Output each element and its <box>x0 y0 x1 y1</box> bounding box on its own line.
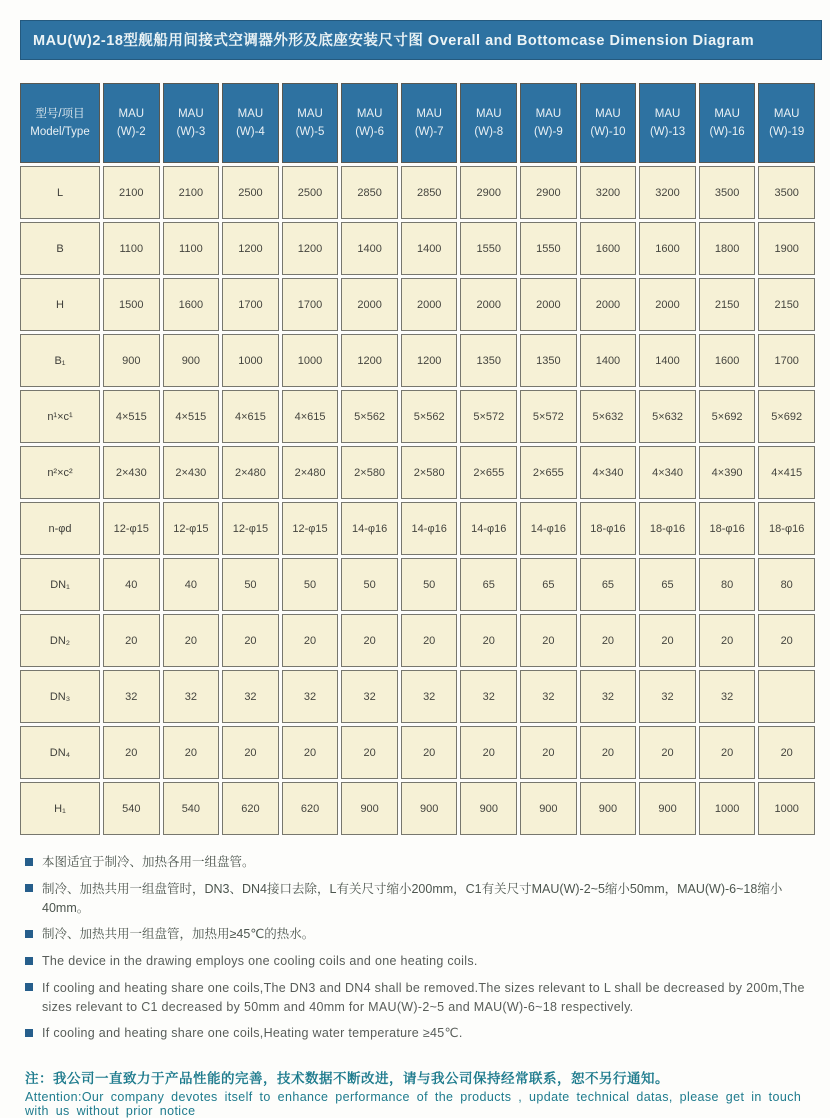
table-cell: 14-φ16 <box>401 502 458 555</box>
table-cell: 20 <box>341 726 398 779</box>
row-label: DN₃ <box>20 670 100 723</box>
spec-table <box>20 83 815 835</box>
column-header-W-6 <box>341 83 398 163</box>
column-header-line1: MAU <box>237 107 264 120</box>
table-cell: 2×480 <box>282 446 339 499</box>
table-cell: 32 <box>580 670 637 723</box>
table-cell: 20 <box>580 614 637 667</box>
table-cell: 2×430 <box>103 446 160 499</box>
table-cell: 1200 <box>282 222 339 275</box>
table-cell: 18-φ16 <box>639 502 696 555</box>
table-cell: 14-φ16 <box>520 502 577 555</box>
table-cell: 2×430 <box>163 446 220 499</box>
table-cell: 2100 <box>163 166 220 219</box>
table-cell: 5×572 <box>520 390 577 443</box>
table-cell: 20 <box>103 614 160 667</box>
column-header-line1: MAU <box>714 107 740 120</box>
table-cell: 12-φ15 <box>222 502 279 555</box>
table-cell: 32 <box>699 670 756 723</box>
table-cell: 20 <box>222 614 279 667</box>
table-cell: 620 <box>282 782 339 835</box>
table-cell: 12-φ15 <box>103 502 160 555</box>
table-cell: 4×390 <box>699 446 756 499</box>
table-cell: 1550 <box>460 222 517 275</box>
table-cell: 5×632 <box>580 390 637 443</box>
table-cell: 2900 <box>460 166 517 219</box>
table-cell: 20 <box>699 726 756 779</box>
row-label: DN₂ <box>20 614 100 667</box>
column-header-line1: MAU <box>416 107 442 120</box>
table-cell: 65 <box>580 558 637 611</box>
table-cell: 20 <box>699 614 756 667</box>
note-text: If cooling and heating share one coils,The DN3 and DN4 shall be removed.The sizes relevant to L shall be decreased by 200m,The sizes relevant to C1 decreased by 50mm and 40mm for MAU(W)-2~5 and MAU(W)-6~18 respectively. <box>42 980 805 1014</box>
table-cell: 1000 <box>282 334 339 387</box>
column-header-line2: (W)-19 <box>769 126 805 138</box>
note-text: 制冷、加热共用一组盘管，加热用≥45℃的热水。 <box>42 927 315 942</box>
column-header-W-9 <box>520 83 577 163</box>
column-header-line2: (W)-8 <box>474 126 504 138</box>
table-cell: 1500 <box>103 278 160 331</box>
bullet-square-icon <box>25 983 33 991</box>
table-cell: 1400 <box>401 222 458 275</box>
table-cell: 32 <box>163 670 220 723</box>
table-cell: 20 <box>163 614 220 667</box>
table-cell: 1100 <box>163 222 220 275</box>
row-label: H <box>20 278 100 331</box>
table-cell: 2000 <box>460 278 517 331</box>
column-header-line1: MAU <box>356 107 383 120</box>
note-text: The device in the drawing employs one cooling coils and one heating coils. <box>42 954 478 968</box>
model-type-header <box>20 83 100 163</box>
column-header-line2: (W)-2 <box>116 126 146 138</box>
table-cell: 2850 <box>341 166 398 219</box>
table-cell: 2×655 <box>460 446 517 499</box>
table-cell: 2000 <box>580 278 637 331</box>
column-header-line1: MAU <box>773 107 800 120</box>
column-header-W-7 <box>401 83 458 163</box>
column-header-W-8 <box>460 83 517 163</box>
table-cell: 2×655 <box>520 446 577 499</box>
table-cell: 1350 <box>460 334 517 387</box>
table-cell: 20 <box>282 726 339 779</box>
table-cell: 2×480 <box>222 446 279 499</box>
table-cell: 18-φ16 <box>580 502 637 555</box>
table-cell: 4×515 <box>103 390 160 443</box>
table-cell: 1700 <box>222 278 279 331</box>
table-cell: 2500 <box>222 166 279 219</box>
note-item <box>25 880 814 918</box>
table-cell: 20 <box>222 726 279 779</box>
column-header-line1: MAU <box>476 107 502 120</box>
bullet-square-icon <box>25 858 33 866</box>
table-cell: 2000 <box>341 278 398 331</box>
table-cell: 1200 <box>222 222 279 275</box>
table-cell: 2×580 <box>341 446 398 499</box>
table-cell: 4×515 <box>163 390 220 443</box>
table-cell: 2×580 <box>401 446 458 499</box>
column-header-line2: (W)-13 <box>649 126 686 138</box>
table-cell: 900 <box>103 334 160 387</box>
table-cell: 4×415 <box>758 446 815 499</box>
table-cell: 5×562 <box>341 390 398 443</box>
column-header-W-2 <box>103 83 160 163</box>
row-label: L <box>20 166 100 219</box>
table-cell: 32 <box>520 670 577 723</box>
table-cell: 1600 <box>580 222 637 275</box>
row-label: B₁ <box>20 334 100 387</box>
table-cell: 4×615 <box>282 390 339 443</box>
table-cell: 80 <box>758 558 815 611</box>
column-header-line1: MAU <box>118 107 145 120</box>
column-header-line2: (W)-9 <box>533 126 563 138</box>
table-cell: 14-φ16 <box>460 502 517 555</box>
table-cell: 2900 <box>520 166 577 219</box>
table-cell: 1600 <box>639 222 696 275</box>
table-cell: 32 <box>282 670 339 723</box>
column-header-W-4 <box>222 83 279 163</box>
table-cell: 20 <box>401 726 458 779</box>
table-cell: 5×572 <box>460 390 517 443</box>
table-cell: 18-φ16 <box>699 502 756 555</box>
table-cell: 20 <box>460 726 517 779</box>
column-header-line2: (W)-6 <box>355 126 384 138</box>
note-item <box>25 979 814 1017</box>
table-cell: 1400 <box>580 334 637 387</box>
footer-note-en: Attention:Our company devotes itself to enhance performance of the products , update technical datas, please get in touch with us without prior notice <box>25 1090 802 1118</box>
column-header-W-16 <box>699 83 756 163</box>
table-cell: 540 <box>163 782 220 835</box>
table-cell: 2000 <box>520 278 577 331</box>
table-cell: 2150 <box>699 278 756 331</box>
table-cell: 20 <box>282 614 339 667</box>
table-cell: 1400 <box>341 222 398 275</box>
table-cell: 65 <box>460 558 517 611</box>
table-cell: 900 <box>401 782 458 835</box>
row-label: DN₄ <box>20 726 100 779</box>
table-cell: 50 <box>282 558 339 611</box>
table-cell: 5×632 <box>639 390 696 443</box>
table-cell: 20 <box>520 726 577 779</box>
column-header-line1: MAU <box>654 107 681 120</box>
table-cell: 900 <box>580 782 637 835</box>
table-cell: 20 <box>163 726 220 779</box>
column-header-line2: (W)-16 <box>709 126 745 138</box>
column-header-W-19 <box>758 83 815 163</box>
table-cell: 1600 <box>699 334 756 387</box>
note-item <box>25 853 814 872</box>
table-cell: 540 <box>103 782 160 835</box>
table-cell: 50 <box>401 558 458 611</box>
table-cell: 2850 <box>401 166 458 219</box>
table-cell <box>758 670 815 723</box>
table-cell: 1800 <box>699 222 756 275</box>
table-cell: 2000 <box>639 278 696 331</box>
table-cell: 80 <box>699 558 756 611</box>
page-title: MAU(W)2-18型舰船用间接式空调器外形及底座安装尺寸图 Overall and Bottomcase Dimension Diagram <box>33 33 755 49</box>
table-cell: 1200 <box>401 334 458 387</box>
table-cell: 32 <box>222 670 279 723</box>
bullet-square-icon <box>25 957 33 965</box>
table-cell: 20 <box>639 614 696 667</box>
table-cell: 3200 <box>580 166 637 219</box>
table-cell: 1900 <box>758 222 815 275</box>
notes-list <box>25 853 814 1043</box>
column-header-line2: (W)-5 <box>295 126 325 138</box>
column-header-line2: (W)-7 <box>414 126 444 138</box>
column-header-line1: MAU <box>178 107 204 120</box>
table-cell: 40 <box>163 558 220 611</box>
table-cell: 5×692 <box>758 390 815 443</box>
column-header-line1: MAU <box>535 107 562 120</box>
note-text: 本图适宜于制冷、加热各用一组盘管。 <box>42 855 255 869</box>
table-cell: 5×692 <box>699 390 756 443</box>
table-cell: 1000 <box>699 782 756 835</box>
column-header-line2: (W)-4 <box>236 126 265 138</box>
table-cell: 1000 <box>758 782 815 835</box>
table-cell: 1700 <box>282 278 339 331</box>
footer-note <box>25 1067 816 1118</box>
table-cell: 4×615 <box>222 390 279 443</box>
row-label: B <box>20 222 100 275</box>
table-cell: 20 <box>520 614 577 667</box>
table-cell: 20 <box>580 726 637 779</box>
table-cell: 32 <box>103 670 160 723</box>
column-header-line1: MAU <box>297 107 323 120</box>
row-label: DN₁ <box>20 558 100 611</box>
column-header-W-10 <box>580 83 637 163</box>
table-cell: 1200 <box>341 334 398 387</box>
table-cell: 12-φ15 <box>163 502 220 555</box>
table-cell: 50 <box>341 558 398 611</box>
bullet-square-icon <box>25 930 33 938</box>
table-cell: 4×340 <box>580 446 637 499</box>
table-cell: 2500 <box>282 166 339 219</box>
table-cell: 18-φ16 <box>758 502 815 555</box>
table-cell: 20 <box>103 726 160 779</box>
table-cell: 50 <box>222 558 279 611</box>
row-label: H₁ <box>20 782 100 835</box>
table-cell: 4×340 <box>639 446 696 499</box>
table-cell: 40 <box>103 558 160 611</box>
table-cell: 3200 <box>639 166 696 219</box>
table-cell: 32 <box>401 670 458 723</box>
note-item <box>25 925 814 944</box>
row-label: n¹×c¹ <box>20 390 100 443</box>
model-type-label-en: Model/Type <box>30 126 90 138</box>
table-cell: 2000 <box>401 278 458 331</box>
row-label: n²×c² <box>20 446 100 499</box>
table-cell: 1600 <box>163 278 220 331</box>
note-item <box>25 1024 814 1043</box>
table-cell: 900 <box>520 782 577 835</box>
note-text: If cooling and heating share one coils,Heating water temperature ≥45℃. <box>42 1026 463 1041</box>
table-cell: 20 <box>401 614 458 667</box>
title-bar <box>20 20 822 60</box>
table-cell: 20 <box>341 614 398 667</box>
table-cell: 2150 <box>758 278 815 331</box>
column-header-line2: (W)-3 <box>176 126 206 138</box>
table-cell: 32 <box>341 670 398 723</box>
row-label: n-φd <box>20 502 100 555</box>
table-cell: 20 <box>639 726 696 779</box>
bullet-square-icon <box>25 1029 33 1037</box>
column-header-W-3 <box>163 83 220 163</box>
column-header-W-13 <box>639 83 696 163</box>
table-cell: 1700 <box>758 334 815 387</box>
model-type-label-zh: 型号/项目 <box>35 107 85 120</box>
table-cell: 14-φ16 <box>341 502 398 555</box>
table-cell: 3500 <box>699 166 756 219</box>
table-cell: 65 <box>520 558 577 611</box>
column-header-W-5 <box>282 83 339 163</box>
table-cell: 20 <box>758 614 815 667</box>
table-cell: 620 <box>222 782 279 835</box>
table-cell: 32 <box>639 670 696 723</box>
table-cell: 32 <box>460 670 517 723</box>
table-cell: 900 <box>163 334 220 387</box>
bullet-square-icon <box>25 884 33 892</box>
table-cell: 2100 <box>103 166 160 219</box>
table-cell: 900 <box>341 782 398 835</box>
note-text: 制冷、加热共用一组盘管时，DN3、DN4接口去除，L有关尺寸缩小200mm，C1有关尺寸MAU(W)-2~5缩小50mm，MAU(W)-6~18缩小40mm。 <box>42 881 783 915</box>
footer-note-zh: 注：我公司一直致力于产品性能的完善，技术数据不断改进，请与我公司保持经常联系，恕不另行通知。 <box>25 1071 669 1086</box>
column-header-line2: (W)-10 <box>590 126 626 138</box>
note-item <box>25 952 814 971</box>
table-cell: 20 <box>460 614 517 667</box>
column-header-line1: MAU <box>595 107 621 120</box>
table-cell: 1550 <box>520 222 577 275</box>
table-cell: 1400 <box>639 334 696 387</box>
table-cell: 20 <box>758 726 815 779</box>
table-cell: 1000 <box>222 334 279 387</box>
table-cell: 900 <box>460 782 517 835</box>
table-cell: 1350 <box>520 334 577 387</box>
table-cell: 3500 <box>758 166 815 219</box>
table-cell: 1100 <box>103 222 160 275</box>
table-cell: 900 <box>639 782 696 835</box>
table-cell: 65 <box>639 558 696 611</box>
table-cell: 5×562 <box>401 390 458 443</box>
table-cell: 12-φ15 <box>282 502 339 555</box>
